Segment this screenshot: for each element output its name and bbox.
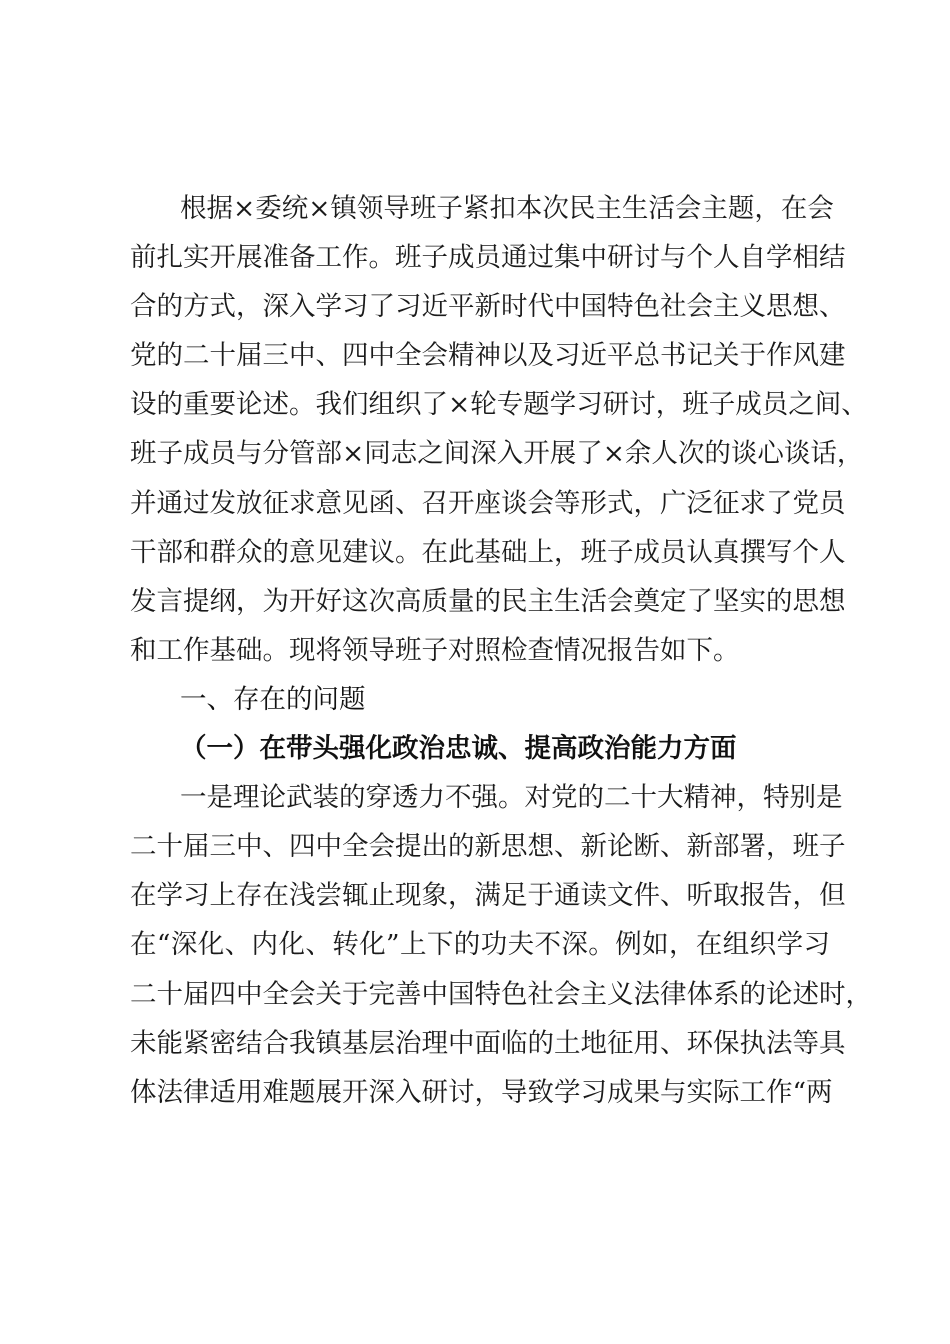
- intro-line-1: 根据×委统×镇领导班子紧扣本次民主生活会主题，在会: [180, 193, 834, 224]
- body-line-7: 体法律适用难题展开深入研讨，导致学习成果与实际工作“两: [130, 1076, 833, 1108]
- intro-line-8: 干部和群众的意见建议。在此基础上，班子成员认真撰写个人: [130, 536, 846, 568]
- document-body: [130, 184, 872, 1117]
- intro-line-6: 班子成员与分管部×同志之间深入开展了×余人次的谈心谈话，: [130, 438, 864, 470]
- section-heading-1: 一、存在的问题: [180, 683, 366, 715]
- subsection-heading-1: （一）在带头强化政治忠诚、提高政治能力方面: [180, 733, 737, 765]
- intro-line-7: 并通过发放征求意见函、召开座谈会等形式，广泛征求了党员: [130, 487, 846, 519]
- body-line-5: 二十届四中全会关于完善中国特色社会主义法律体系的论述时，: [130, 978, 872, 1010]
- body-line-6: 未能紧密结合我镇基层治理中面临的土地征用、环保执法等具: [130, 1027, 846, 1059]
- body-line-4: 在“深化、内化、转化”上下的功夫不深。例如，在组织学习: [130, 929, 830, 961]
- intro-line-3: 合的方式，深入学习了习近平新时代中国特色社会主义思想、: [130, 291, 846, 323]
- intro-line-4: 党的二十届三中、四中全会精神以及习近平总书记关于作风建: [130, 340, 846, 372]
- body-line-3: 在学习上存在浅尝辄止现象，满足于通读文件、听取报告，但: [130, 880, 846, 912]
- intro-line-9: 发言提纲，为开好这次高质量的民主生活会奠定了坚实的思想: [130, 585, 846, 617]
- body-line-2: 二十届三中、四中全会提出的新思想、新论断、新部署，班子: [130, 831, 846, 863]
- intro-line-5: 设的重要论述。我们组织了×轮专题学习研讨，班子成员之间、: [130, 389, 868, 421]
- body-line-1: 一是理论武装的穿透力不强。对党的二十大精神，特别是: [180, 782, 843, 814]
- intro-line-2: 前扎实开展准备工作。班子成员通过集中研讨与个人自学相结: [130, 242, 846, 274]
- intro-line-10: 和工作基础。现将领导班子对照检查情况报告如下。: [130, 634, 740, 666]
